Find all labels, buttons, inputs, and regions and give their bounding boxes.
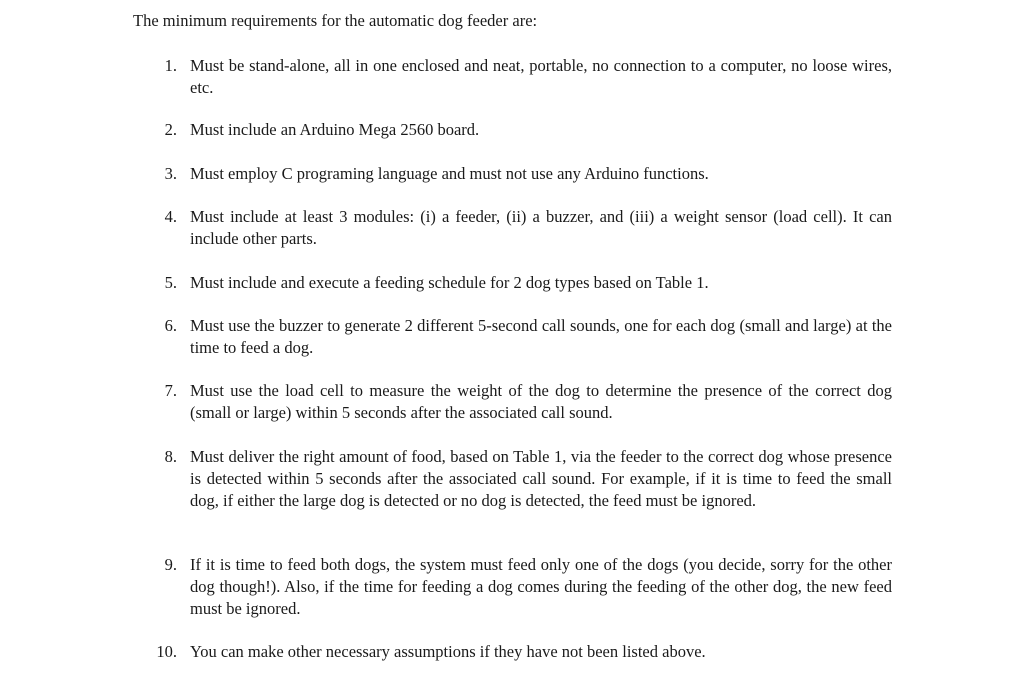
requirement-text: Must be stand-alone, all in one enclosed and neat, portable, no connection to a computer, no loose wires, etc.: [190, 56, 892, 97]
requirement-item-6: [164, 315, 892, 359]
requirement-item-8: [164, 446, 892, 512]
requirement-number: 5.: [164, 273, 177, 292]
requirement-text: Must deliver the right amount of food, based on Table 1, via the feeder to the correct dog whose presence is detected within 5 seconds after the associated call sound. For example, if it is time to feed the small dog, if either the large dog is detected or no dog is detected, the feed must be ignored.: [190, 447, 892, 510]
intro-text: The minimum requirements for the automatic dog feeder are:: [133, 11, 538, 30]
requirement-item-4: [164, 206, 892, 250]
requirement-text: Must employ C programing language and must not use any Arduino functions.: [190, 164, 709, 183]
requirement-item-3: [164, 163, 892, 185]
requirement-text: Must use the buzzer to generate 2 different 5-second call sounds, one for each dog (small and large) at the time to feed a dog.: [190, 316, 892, 357]
requirement-number: 8.: [164, 447, 177, 466]
requirement-text: Must include at least 3 modules: (i) a feeder, (ii) a buzzer, and (iii) a weight sensor (load cell). It can include other parts.: [190, 207, 892, 248]
requirement-number: 6.: [164, 316, 177, 335]
requirement-text: Must use the load cell to measure the weight of the dog to determine the presence of the correct dog (small or large) within 5 seconds after the associated call sound.: [190, 381, 892, 422]
requirement-number: 9.: [164, 555, 177, 574]
requirement-item-2: [164, 119, 892, 141]
requirement-text: Must include an Arduino Mega 2560 board.: [190, 120, 480, 139]
requirement-item-7: [164, 380, 892, 424]
requirement-item-1: [164, 55, 892, 99]
requirement-item-9: [164, 554, 892, 620]
requirement-text: If it is time to feed both dogs, the system must feed only one of the dogs (you decide, sorry for the other dog though!). Also, if the time for feeding a dog comes during the feeding of the other dog, the new feed must be ignored.: [190, 555, 892, 618]
requirement-text: Must include and execute a feeding schedule for 2 dog types based on Table 1.: [190, 273, 709, 292]
requirement-number: 10.: [156, 642, 177, 661]
requirement-number: 1.: [164, 56, 177, 75]
requirement-number: 3.: [164, 164, 177, 183]
requirement-number: 2.: [164, 120, 177, 139]
requirement-text: You can make other necessary assumptions if they have not been listed above.: [190, 642, 706, 661]
requirement-item-10: [156, 641, 892, 663]
requirement-item-5: [164, 272, 892, 294]
requirement-number: 7.: [164, 381, 177, 400]
requirement-number: 4.: [164, 207, 177, 226]
